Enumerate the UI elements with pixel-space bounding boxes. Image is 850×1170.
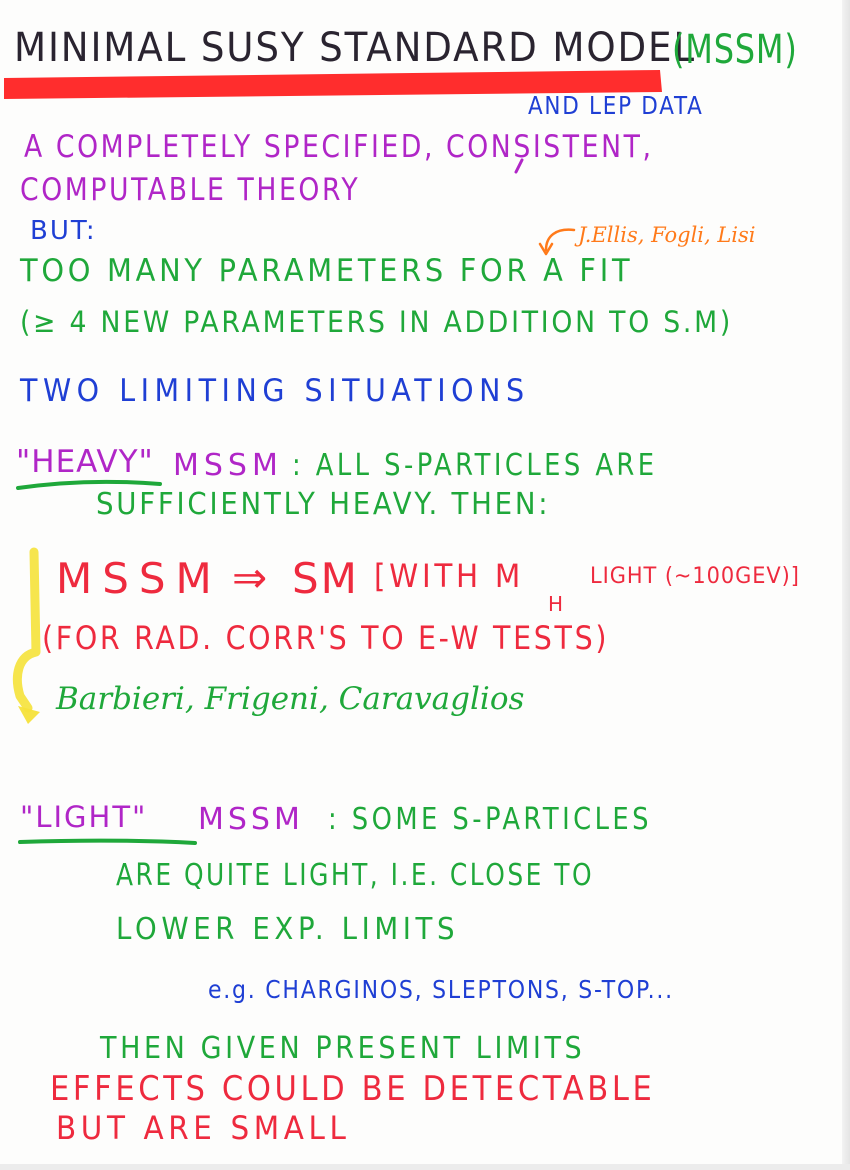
conclusion-line-3: BUT ARE SMALL: [56, 1109, 351, 1147]
but-line-1: TOO MANY PARAMETERS FOR A FIT: [20, 253, 634, 289]
heavy-result-arrow: ⇒: [232, 553, 268, 602]
heavy-result-sm: SM: [292, 554, 359, 603]
light-examples: e.g. CHARGINOS, SLEPTONS, S-TOP...: [208, 975, 674, 1004]
conclusion-line-2: EFFECTS COULD BE DETECTABLE: [50, 1069, 656, 1109]
but-label: BUT:: [30, 216, 97, 246]
inserted-note-lep-data: AND LEP DATA: [528, 91, 704, 120]
intro-line-2: COMPUTABLE THEORY: [20, 172, 361, 208]
two-limiting-situations-heading: TWO LIMITING SITUATIONS: [20, 373, 530, 409]
light-green-underline: [20, 841, 195, 843]
light-line-1: : SOME S-PARTICLES: [328, 802, 652, 837]
but-line-2: (≥ 4 NEW PARAMETERS IN ADDITION TO S.M): [20, 305, 734, 339]
intro-line-1: A COMPLETELY SPECIFIED, CONSISTENT,: [24, 129, 654, 165]
citation-ellis-fogli-lisi: J.Ellis, Fogli, Lisi: [578, 223, 756, 247]
heavy-mssm-label: MSSM: [173, 448, 283, 483]
heavy-result-mssm: MSSM: [56, 554, 222, 603]
citation-barbieri-frigeni-caravaglios: Barbieri, Frigeni, Caravaglios: [56, 681, 525, 717]
light-line-3: LOWER EXP. LIMITS: [116, 912, 460, 947]
page-title: MINIMAL SUSY STANDARD MODEL: [14, 25, 696, 71]
heavy-result-line-2: (FOR RAD. CORR'S TO E-W TESTS): [42, 619, 610, 657]
conclusion-line-1: THEN GIVEN PRESENT LIMITS: [100, 1031, 586, 1066]
light-mssm-label: MSSM: [198, 802, 304, 837]
heavy-result-light: LIGHT (~100GEV)]: [590, 564, 800, 589]
heavy-label: "HEAVY": [16, 444, 154, 480]
heavy-result-with: [WITH M: [374, 557, 524, 595]
heavy-line-1: : ALL S-PARTICLES ARE: [292, 448, 658, 483]
light-label: "LIGHT": [20, 800, 148, 834]
heavy-result-subscript-h: H: [548, 592, 564, 616]
page-title-abbreviation: (MSSM): [672, 27, 798, 73]
heavy-line-2: SUFFICIENTLY HEAVY. THEN:: [96, 487, 551, 522]
yellow-bracket-arrow: [17, 552, 36, 708]
light-line-2: ARE QUITE LIGHT, I.E. CLOSE TO: [116, 858, 595, 893]
